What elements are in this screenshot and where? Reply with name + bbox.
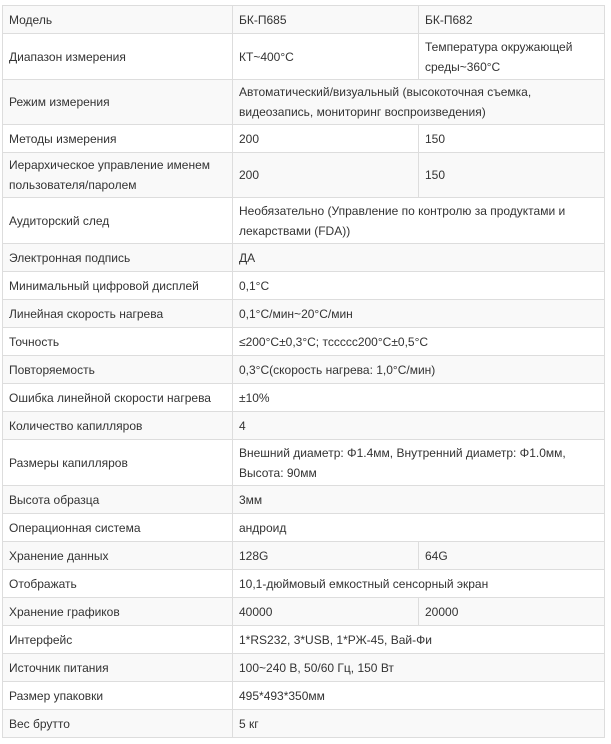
spec-row — [3, 80, 605, 125]
spec-value-model-1: 40000 — [233, 598, 419, 626]
spec-label: Размер упаковки — [3, 682, 233, 710]
spec-label: Количество капилляров — [3, 412, 233, 440]
spec-value-model-1: 200 — [233, 125, 419, 153]
spec-label: Электронная подпись — [3, 244, 233, 272]
spec-value: ±10% — [233, 384, 605, 412]
spec-row — [3, 440, 605, 486]
spec-value: Автоматический/визуальный (высокоточная съемка, видеозапись, мониторинг воспроизведения) — [233, 80, 605, 125]
spec-label: Хранение данных — [3, 542, 233, 570]
spec-value: ≤200°C±0,3°C; тсcccc200°C±0,5°C — [233, 328, 605, 356]
spec-label: Источник питания — [3, 654, 233, 682]
spec-row — [3, 626, 605, 654]
spec-row — [3, 598, 605, 626]
spec-row — [3, 272, 605, 300]
spec-label: Точность — [3, 328, 233, 356]
spec-label: Отображать — [3, 570, 233, 598]
spec-label: Модель — [3, 6, 233, 34]
spec-label: Вес брутто — [3, 710, 233, 738]
spec-value-model-2: БК-П682 — [419, 6, 605, 34]
spec-value: 1*RS232, 3*USB, 1*РЖ-45, Вай-Фи — [233, 626, 605, 654]
spec-row — [3, 654, 605, 682]
spec-row — [3, 125, 605, 153]
spec-value: Внешний диаметр: Φ1.4мм, Внутренний диаметр: Φ1.0мм, Высота: 90мм — [233, 440, 605, 486]
spec-label: Высота образца — [3, 486, 233, 514]
spec-label: Хранение графиков — [3, 598, 233, 626]
spec-value-model-2: 64G — [419, 542, 605, 570]
spec-label: Режим измерения — [3, 80, 233, 125]
spec-value: ДА — [233, 244, 605, 272]
spec-value: 3мм — [233, 486, 605, 514]
spec-value-model-2: Температура окружающей среды~360°C — [419, 34, 605, 80]
spec-row — [3, 542, 605, 570]
spec-label: Операционная система — [3, 514, 233, 542]
spec-row — [3, 412, 605, 440]
spec-label: Методы измерения — [3, 125, 233, 153]
spec-label: Аудиторский след — [3, 198, 233, 244]
spec-label: Диапазон измерения — [3, 34, 233, 80]
spec-value-model-2: 150 — [419, 125, 605, 153]
spec-label: Повторяемость — [3, 356, 233, 384]
spec-row — [3, 300, 605, 328]
spec-value-model-1: 200 — [233, 153, 419, 198]
spec-label: Минимальный цифровой дисплей — [3, 272, 233, 300]
spec-label: Иерархическое управление именем пользователя/паролем — [3, 153, 233, 198]
spec-row — [3, 514, 605, 542]
spec-row — [3, 328, 605, 356]
spec-row — [3, 244, 605, 272]
spec-row — [3, 570, 605, 598]
spec-value: 5 кг — [233, 710, 605, 738]
spec-value: андроид — [233, 514, 605, 542]
spec-value: 100~240 В, 50/60 Гц, 150 Вт — [233, 654, 605, 682]
spec-value: Необязательно (Управление по контролю за продуктами и лекарствами (FDA)) — [233, 198, 605, 244]
spec-value-model-1: КТ~400°C — [233, 34, 419, 80]
spec-row — [3, 6, 605, 34]
spec-row — [3, 384, 605, 412]
spec-value: 0,1°C/мин~20°C/мин — [233, 300, 605, 328]
spec-table-body — [3, 6, 605, 738]
spec-label: Линейная скорость нагрева — [3, 300, 233, 328]
spec-label: Интерфейс — [3, 626, 233, 654]
spec-label: Ошибка линейной скорости нагрева — [3, 384, 233, 412]
spec-value-model-1: 128G — [233, 542, 419, 570]
spec-table — [2, 5, 605, 738]
spec-label: Размеры капилляров — [3, 440, 233, 486]
spec-value-model-2: 150 — [419, 153, 605, 198]
spec-row — [3, 356, 605, 384]
spec-row — [3, 153, 605, 198]
spec-row — [3, 486, 605, 514]
spec-row — [3, 34, 605, 80]
spec-value: 495*493*350мм — [233, 682, 605, 710]
spec-row — [3, 198, 605, 244]
spec-row — [3, 710, 605, 738]
spec-value: 4 — [233, 412, 605, 440]
spec-value: 10,1-дюймовый емкостный сенсорный экран — [233, 570, 605, 598]
spec-value-model-1: БК-П685 — [233, 6, 419, 34]
spec-value: 0,1°C — [233, 272, 605, 300]
spec-value-model-2: 20000 — [419, 598, 605, 626]
spec-row — [3, 682, 605, 710]
spec-value: 0,3°C(скорость нагрева: 1,0°C/мин) — [233, 356, 605, 384]
